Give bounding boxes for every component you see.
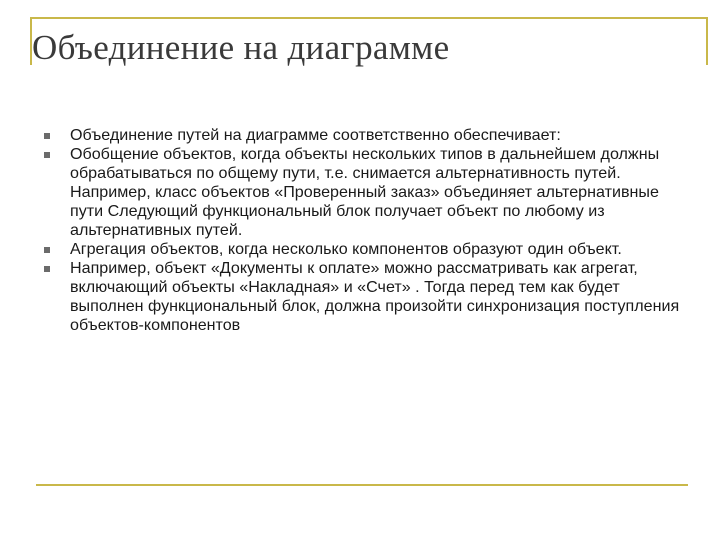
slide-frame-bottom-line (36, 484, 688, 486)
square-bullet-icon (44, 133, 50, 139)
square-bullet-icon (44, 152, 50, 158)
bullet-text-3: Агрегация объектов, когда несколько компонентов образуют один объект. (70, 240, 622, 258)
bullet-item-4 (44, 259, 694, 335)
square-bullet-icon (44, 247, 50, 253)
bullet-item-3 (44, 240, 694, 259)
square-bullet-icon (44, 266, 50, 272)
bullet-text-4: Например, объект «Документы к оплате» можно рассматривать как агрегат, включающий объекты «Накладная» и «Счет» . Тогда перед тем как будет выполнен функциональный блок, должна произойти синхронизация поступления объектов-компонентов (70, 259, 680, 334)
slide-frame-right-line (706, 17, 708, 65)
bullet-item-2 (44, 145, 694, 240)
slide-frame-top-line (30, 17, 708, 19)
bullet-list (44, 126, 694, 335)
bullet-text-1: Объединение путей на диаграмме соответственно обеспечивает: (70, 126, 561, 144)
bullet-text-2: Обобщение объектов, когда объекты нескольких типов в дальнейшем должны обрабатываться по общему пути, т.е. снимается альтернативность путей. Например, класс объектов «Проверенный заказ» объединяет альтернативные пути Следующий функциональный блок получает объект по любому из альтернативных путей. (70, 145, 660, 239)
bullet-item-1 (44, 126, 694, 145)
slide-title: Объединение на диаграмме (32, 28, 450, 67)
